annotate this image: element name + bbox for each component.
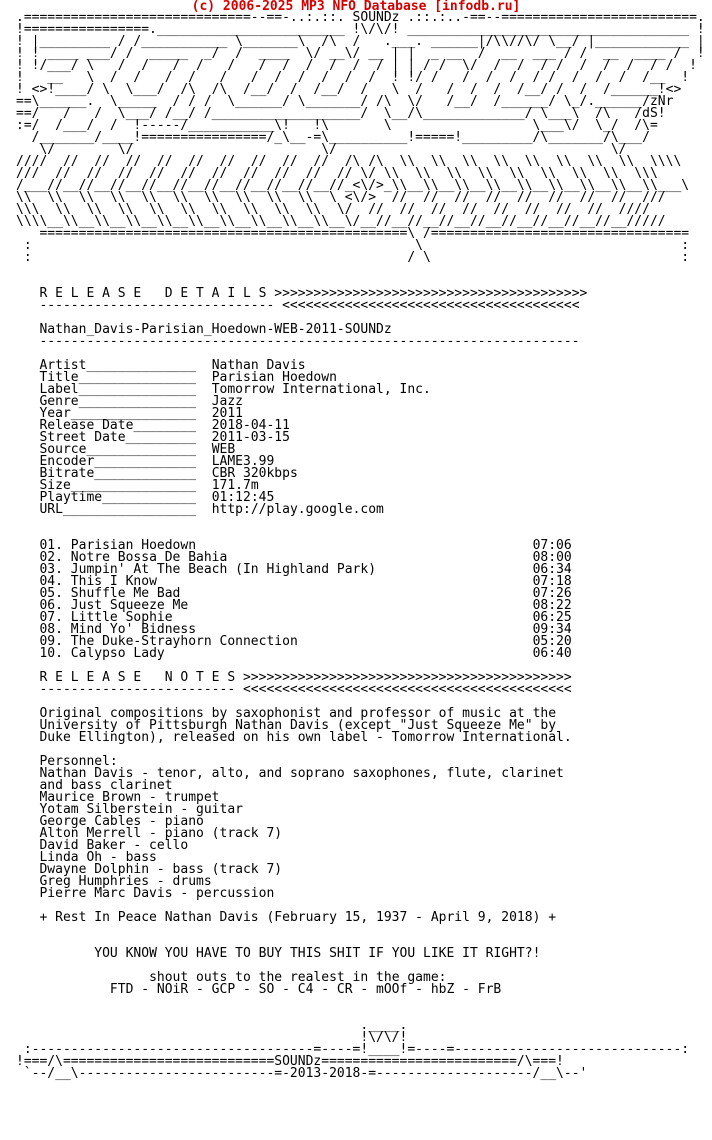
logo-art-line: ! ! ____ ___/ / _____ _/ / ____ \/ __\/ __ | | _ __ / __ ___ / / __ ____ / ! xyxy=(16,46,705,61)
logo-art-line: ==\______. \_____ / / / \______/ \_______/ /\ \/ /__/ /______/ \_/.______/zNr xyxy=(16,94,674,109)
track-time: 07:26 xyxy=(532,586,572,601)
field-label: Artist xyxy=(39,358,87,373)
logo-art-line: ==/ / / \___/ /__/ /___________________/ \__/\_____________/ \___\ /\ /dS! xyxy=(16,106,666,121)
logo-art-line: \/ \/ \/ \/ xyxy=(16,142,627,157)
divider-art-line: : \ : xyxy=(16,238,690,253)
track-number: 03. xyxy=(39,562,63,577)
track-time: 08:22 xyxy=(532,598,572,613)
field-leader: _____________ xyxy=(94,454,212,469)
field-leader: ____________ xyxy=(102,490,212,505)
field-label: Bitrate xyxy=(39,466,95,481)
footer-art-line: !===/\===========================SOUNDz=========================/\===! xyxy=(16,1054,564,1069)
track-title: Little Sophie xyxy=(70,610,173,625)
heading-underline: ------------------------- <<<<<<<<<<<<<<<<<<<<<<<<<<<<<<<<<<<<<<<<<< xyxy=(16,682,572,697)
divider-art-line: /___//__//__//__//__//__//__//__//__//__//_<\/>_\\__\\__\\__\\__\\__\\__\\__\\__\\___\ xyxy=(16,178,690,193)
field-leader: ______________ xyxy=(86,442,212,457)
field-label: Street Date xyxy=(39,430,126,445)
track-title: Jumpin' At The Beach (In Highland Park) xyxy=(70,562,377,577)
track-row xyxy=(16,648,705,660)
track-title: Shuffle Me Bad xyxy=(70,586,181,601)
personnel-item: David Baker - cello xyxy=(39,838,189,853)
logo-art-line: ! !/___/ \ / / / / / / / / / / / | | / / \/ / / / / / / / / / ! xyxy=(16,58,697,73)
section-heading-details: R E L E A S E D E T A I L S >>>>>>>>>>>>>>>>>>>>>>>>>>>>>>>>>>>>>>>> xyxy=(39,286,588,301)
notes-line: Original compositions by saxophonist and professor of music at the xyxy=(39,706,557,721)
group-list: FTD - NOiR - GCP - SO - C4 - CR - mOOf - hbZ - FrB xyxy=(109,982,502,997)
track-title: Calypso Lady xyxy=(70,646,165,661)
release-name-underline: --------------------------------------------------------------------- xyxy=(16,334,580,349)
personnel-item: Dwayne Dolphin - bass (track 7) xyxy=(39,862,283,877)
field-label: Label xyxy=(39,382,79,397)
field-value: 01:12:45 xyxy=(211,490,275,505)
footer-art-line: :------------------------------------=----=!____!=----=-----------------------------: xyxy=(16,1042,690,1057)
divider-art-line: \\ \\ \\ \\ \\ \\ \\ \\ \\ \\ \ <\/> // // // // // // // // /// xyxy=(16,190,666,205)
logo-art-line: ! |_________ / /___________ \_______\ /\ / .___. ______|/\\//\/ \__/ |____________ | xyxy=(16,34,705,49)
track-time: 07:06 xyxy=(532,538,572,553)
release-name: Nathan_Davis-Parisian_Hoedown-WEB-2011-SOUNDz xyxy=(39,322,392,337)
personnel-item: Yotam Silberstein - guitar xyxy=(39,802,243,817)
personnel-list xyxy=(16,768,705,900)
logo-art-line: .=============================--==-..:.::. SOUNDz .::.:..-==--=========================. xyxy=(16,10,705,25)
heading-underline: ------------------------------ <<<<<<<<<<<<<<<<<<<<<<<<<<<<<<<<<<<<<< xyxy=(16,298,580,313)
field-value: Jazz xyxy=(211,394,243,409)
field-label: Encoder xyxy=(39,454,95,469)
personnel-item: Pierre Marc Davis - percussion xyxy=(39,886,275,901)
field-value: Parisian Hoedown xyxy=(211,370,337,385)
track-time: 06:25 xyxy=(532,610,572,625)
track-time: 05:20 xyxy=(532,634,572,649)
field-leader: _______________ xyxy=(78,394,212,409)
personnel-item: Nathan Davis - tenor, alto, and soprano saxophones, flute, clarinet xyxy=(39,766,564,781)
field-leader: ________________ xyxy=(70,478,212,493)
logo-art xyxy=(16,12,705,156)
track-number: 02. xyxy=(39,550,63,565)
field-leader: _______________ xyxy=(78,370,212,385)
field-value: 2011-03-15 xyxy=(211,430,290,445)
track-title: Parisian Hoedown xyxy=(70,538,197,553)
personnel-item: Maurice Brown - trumpet xyxy=(39,790,220,805)
field-value: WEB xyxy=(211,442,236,457)
personnel-item: Greg Humphries - drums xyxy=(39,874,212,889)
track-number: 08. xyxy=(39,622,63,637)
field-row xyxy=(16,504,705,516)
logo-art-line: ! __ \ / / / / / / / / / / / ! !/ / / / / / / / / / /__ ! xyxy=(16,70,690,85)
field-label: Source xyxy=(39,442,87,457)
field-leader: ________ xyxy=(133,418,212,433)
field-label: Title xyxy=(39,370,79,385)
track-number: 07. xyxy=(39,610,63,625)
track-number: 10. xyxy=(39,646,63,661)
field-value: Tomorrow International, Inc. xyxy=(211,382,431,397)
track-time: 08:00 xyxy=(532,550,572,565)
rip-line: + Rest In Peace Nathan Davis (February 15, 1937 - April 9, 2018) + xyxy=(39,910,557,925)
track-title: This I Know xyxy=(70,574,157,589)
track-number: 04. xyxy=(39,574,63,589)
notes-line: Duke Ellington), released on his own label - Tomorrow International. xyxy=(39,730,572,745)
site-header: (c) 2006-2025 MP3 NFO Database [infodb.ru] xyxy=(191,0,521,14)
logo-art-line: ! <>!____/ \ \___/ /\ /\ /__/ / /__/ / \ / / / / /__/ / / /______!<> xyxy=(16,82,682,97)
track-number: 05. xyxy=(39,586,63,601)
field-leader: _____________ xyxy=(94,466,212,481)
shoutouts-label: shout outs to the realest in the game: xyxy=(149,970,447,985)
field-label: URL xyxy=(39,502,63,517)
field-value: http://play.google.com xyxy=(211,502,384,517)
field-leader: ______________ xyxy=(86,358,212,373)
personnel-item: Linda Oh - bass xyxy=(39,850,157,865)
field-label: Release Date xyxy=(39,418,134,433)
track-time: 06:34 xyxy=(532,562,572,577)
release-fields xyxy=(16,360,705,516)
footer-art-line: !\/\/! xyxy=(16,1030,408,1045)
logo-art-line: /_______/____!================/_\__-=\__________!=====!_________/\_______/\___/ xyxy=(16,130,650,145)
personnel-label: Personnel: xyxy=(39,754,118,769)
footer-art-line: .____. xyxy=(16,1018,408,1033)
nfo-document xyxy=(16,12,705,1080)
track-time: 09:34 xyxy=(532,622,572,637)
divider-art-line: //// // // // // // // // // // /\ /\ \\ \\ \\ \\ \\ \\ \\ \\ \\\\ xyxy=(16,154,682,169)
field-leader: ________________ xyxy=(70,406,212,421)
track-title: The Duke-Strayhorn Connection xyxy=(70,634,298,649)
field-value: 2018-04-11 xyxy=(211,418,290,433)
field-value: 171.7m xyxy=(211,478,259,493)
track-title: Just Squeeze Me xyxy=(70,598,189,613)
section-heading-notes: R E L E A S E N O T E S >>>>>>>>>>>>>>>>>>>>>>>>>>>>>>>>>>>>>>>>>> xyxy=(39,670,572,685)
personnel-item: George Cables - piano xyxy=(39,814,204,829)
logo-art-line: :=/ /___/ / !-----/___________\! !\ \ \___\/ \_/ /\= xyxy=(16,118,658,133)
personnel-item: and bass clarinet xyxy=(39,778,173,793)
personnel-item: Alton Merrell - piano (track 7) xyxy=(39,826,283,841)
divider-art xyxy=(16,156,705,264)
field-value: Nathan Davis xyxy=(211,358,306,373)
notes-line: University of Pittsburgh Nathan Davis (except "Just Squeeze Me" by xyxy=(39,718,557,733)
track-number: 01. xyxy=(39,538,63,553)
field-leader: _________ xyxy=(125,430,212,445)
divider-art-line: \\\ \\ \\ \\ \\ \\ \\ \\ \\ \\ \/ // // // // // // // // //// xyxy=(16,202,650,217)
field-leader: _______________ xyxy=(78,382,212,397)
field-value: LAME3.99 xyxy=(211,454,275,469)
field-label: Genre xyxy=(39,394,79,409)
field-label: Size xyxy=(39,478,71,493)
buy-line: YOU KNOW YOU HAVE TO BUY THIS SHIT IF YOU LIKE IT RIGHT?! xyxy=(94,946,541,961)
divider-art-line: \\\\__\\__\\__\\__\\__\\__\\__\\__\\__\\__\/__//__//__//__//__//__//__//__//__///// xyxy=(16,214,666,229)
tracklist xyxy=(16,540,705,660)
logo-art-line: !================.________________________ !\/\/! ____________________________________ ! xyxy=(16,22,705,37)
field-label: Playtime xyxy=(39,490,103,505)
track-time: 06:40 xyxy=(532,646,572,661)
track-time: 07:18 xyxy=(532,574,572,589)
track-number: 09. xyxy=(39,634,63,649)
track-title: Mind Yo' Bidness xyxy=(70,622,197,637)
track-title: Notre Bossa De Bahia xyxy=(70,550,228,565)
field-leader: _________________ xyxy=(62,502,212,517)
divider-art-line: ===============================================\ /================================= xyxy=(16,226,690,241)
divider-art-line: : / \ : xyxy=(16,250,690,265)
notes-paragraph xyxy=(16,708,705,744)
field-value: 2011 xyxy=(211,406,243,421)
track-number: 06. xyxy=(39,598,63,613)
field-value: CBR 320kbps xyxy=(211,466,298,481)
footer-art-line: `--/__\-------------------------=-2013-2018-=--------------------/__\--' xyxy=(16,1066,588,1081)
field-label: Year xyxy=(39,406,71,421)
divider-art-line: /// // // // // // // // // // // \/ \\ \\ \\ \\ \\ \\ \\ \\ \\\ xyxy=(16,166,658,181)
footer-art xyxy=(16,1020,705,1080)
